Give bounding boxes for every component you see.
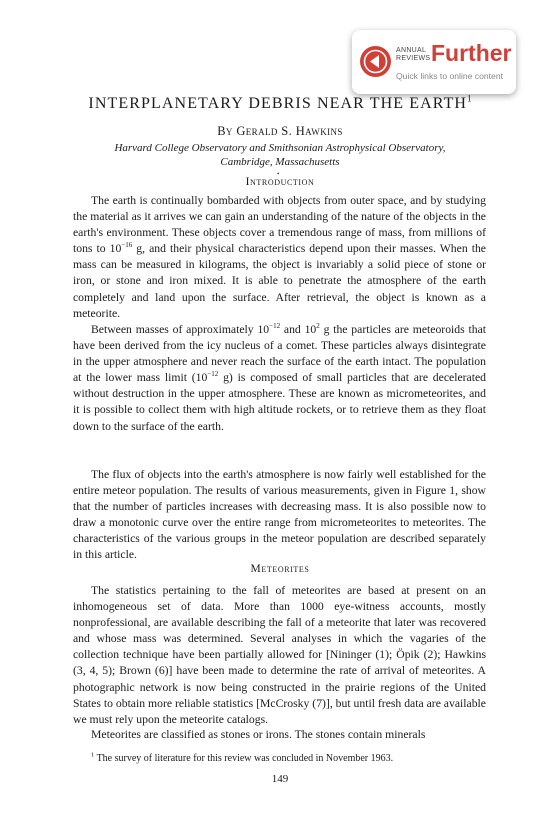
p2-d: g) is composed of small particles that are decelerated without destruction in the upper atmosphere. These are known as micrometeorites, and it is possible to collect them with high altitude rockets, or to retrieve them as they float down to the surface of the earth.: [73, 371, 487, 433]
paragraph-4: The statistics pertaining to the fall of meteorites are based at present on an inhomogeneous set of data. More than 1000 eye-witness accounts, mostly nonprofessional, are available describing the fall of a meteorite that later was recovered and whose mass was determined. Several analyses in which the vagaries of the collection technique have been partially allowed for [Nininger (1); Öpik (2); Hawkins (3, 4, 5); Brown (6)] have been made to determine the rate of arrival of meteorites. A photographic network is now being constructed in the prairie regions of the United States to obtain more reliable statistics [McCrosky (7)], but until fresh data are available we must rely upon the meteorite catalogs.: [73, 584, 486, 726]
paragraph-5: Meteorites are classified as stones or irons. The stones contain minerals: [91, 728, 426, 741]
ornament-dot: •: [277, 170, 280, 178]
p2-exp1: −12: [269, 322, 281, 331]
paragraph-1: [73, 193, 486, 322]
badge-reviews: REVIEWS: [396, 55, 431, 62]
p2-b: and 10: [280, 323, 317, 336]
p2-exp3: −12: [207, 370, 219, 379]
badge-tagline: Quick links to online content: [396, 71, 504, 81]
further-badge[interactable]: [352, 30, 516, 94]
author-line: By Gerald S. Hawkins: [217, 124, 343, 138]
badge-annual: ANNUAL: [396, 47, 427, 54]
section-heading-meteorites: Meteorites: [250, 563, 310, 575]
footnote-mark: 1: [91, 751, 95, 759]
p2-exp2: 2: [316, 322, 320, 331]
p1-text: The earth is continually bombarded with objects from outer space, and by studying the material as it arrives we can gain an understanding of the nature of the objects in the earth's environment. These objects cover a tremendous range of mass, from millions of tons to 10: [73, 194, 486, 256]
p1-rest: g, and their physical characteristics depend upon their masses. When the mass can be measured in kilograms, the object is invariably a solid piece of stone or iron, or stone and iron mixed. It is able to penetrate the atmosphere of the earth completely and land upon the surface. After retrieval, the object is known as a meteorite.: [73, 242, 486, 320]
annual-reviews-logo-text: [396, 47, 430, 63]
title-text: INTERPLANETARY DEBRIS NEAR THE EARTH: [88, 95, 468, 112]
footnote-text: The survey of literature for this review was concluded in November 1963.: [94, 753, 394, 764]
affiliation-line-1: Harvard College Observatory and Smithsonian Astrophysical Observatory,: [114, 142, 446, 154]
p2-c: g the particles are meteoroids that have been derived from the icy nucleus of a comet. These particles always disintegrate in the upper atmosphere and never reach the surface of the earth intact. The population at the lower mass limit (10: [73, 323, 487, 385]
affiliation-line-2: Cambridge, Massachusetts: [220, 156, 340, 168]
back-arrow-icon: [360, 46, 391, 77]
p2-a: Between masses of approximately 10: [91, 323, 270, 336]
affiliation: [60, 141, 500, 169]
paragraph-2: [73, 322, 486, 435]
badge-further-label: Further: [431, 40, 512, 66]
article-title: [0, 94, 560, 114]
section-heading-introduction: Introduction: [245, 176, 315, 188]
page-number: 149: [271, 773, 289, 785]
footnote: [91, 752, 491, 765]
title-footnote-mark[interactable]: 1: [467, 93, 472, 104]
paragraph-3: The flux of objects into the earth's atmosphere is now fairly well established for the entire meteor population. The results of various measurements, given in Figure 1, show that the number of particles increases with decreasing mass. It is also possible now to draw a monotonic curve over the entire range from micrometeorites to meteorites. The characteristics of the various groups in the meteor population are described separately in this article.: [73, 468, 486, 562]
p1-exponent: −16: [121, 241, 133, 250]
